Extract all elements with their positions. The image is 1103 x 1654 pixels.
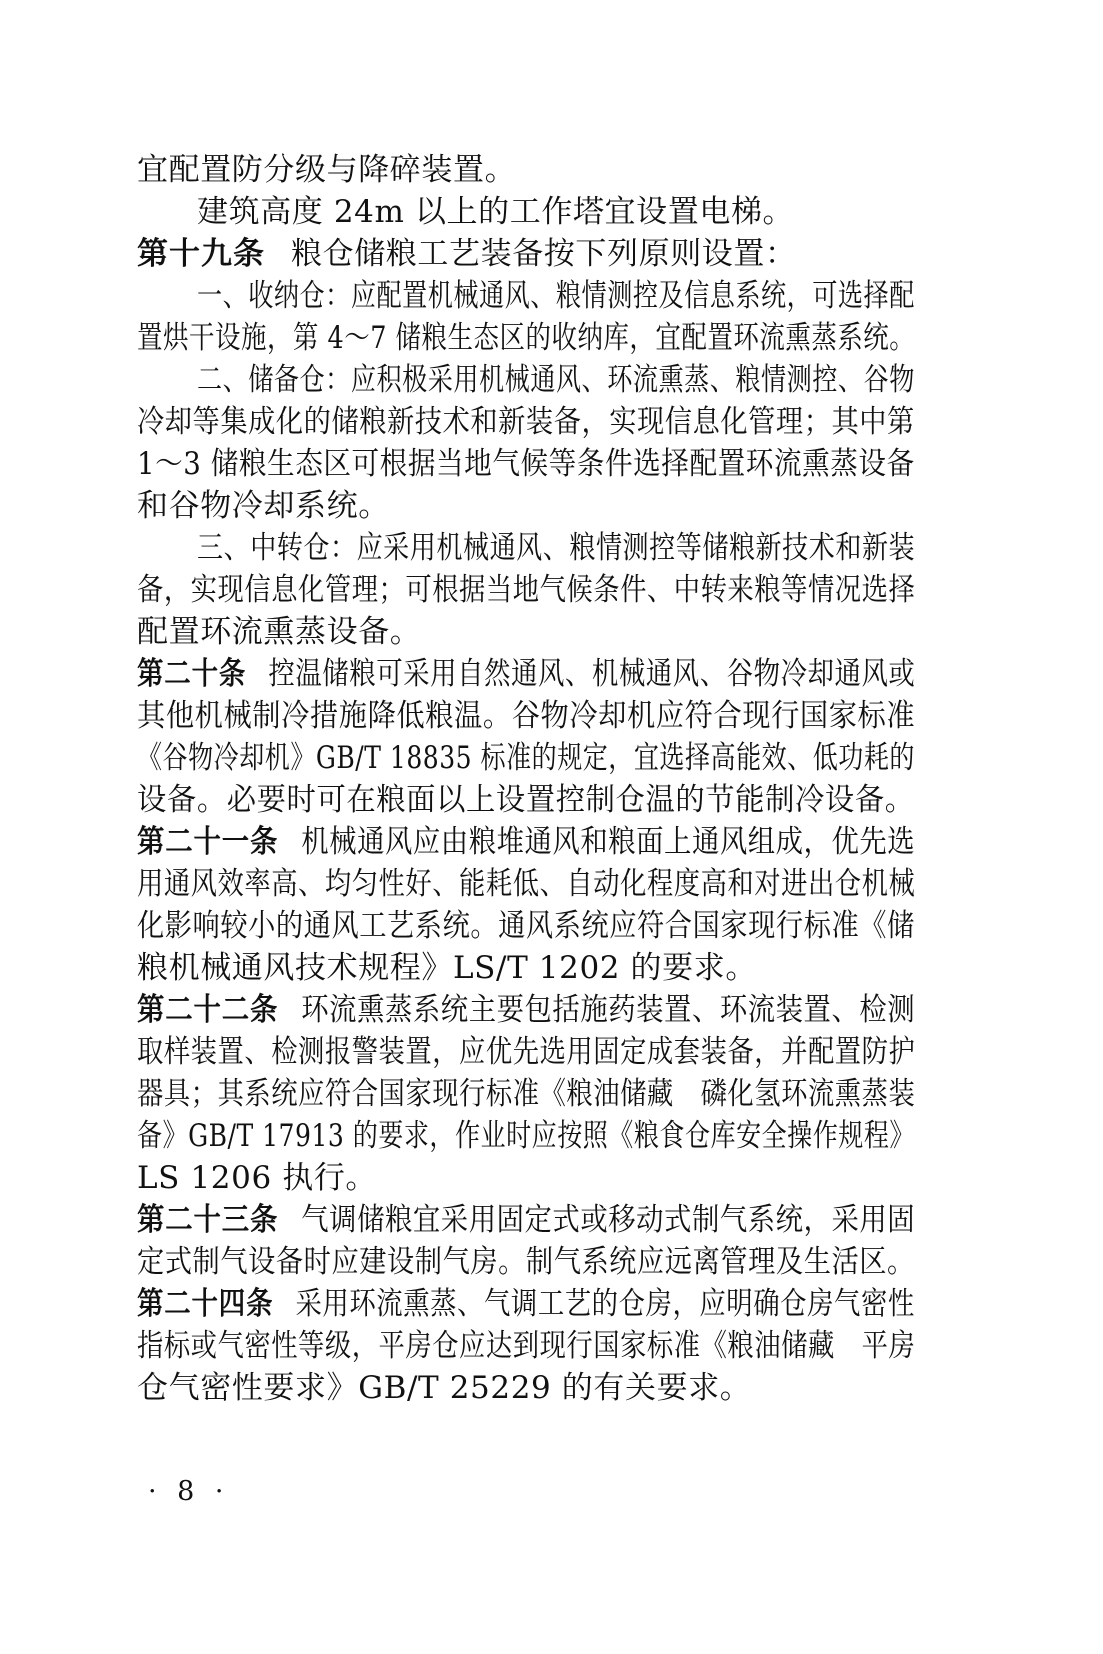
line-text: 其他机械制冷措施降低粮温。谷物冷却机应符合现行国家标准 xyxy=(137,698,916,734)
text-line xyxy=(197,276,915,316)
text-line xyxy=(137,318,915,358)
text-line xyxy=(137,738,915,778)
line-text: 备》GB/T 17913 的要求，作业时应按照《粮食仓库安全操作规程》 xyxy=(137,1118,915,1154)
line-text: 控温储粮可采用自然通风、机械通风、谷物冷却通风或 xyxy=(268,656,916,692)
text-line xyxy=(137,1158,377,1198)
text-line xyxy=(137,1116,915,1156)
text-line xyxy=(137,780,915,820)
article-number: 第二十一条 xyxy=(137,824,279,860)
text-line xyxy=(137,1032,915,1072)
text-line xyxy=(137,1074,915,1114)
text-line xyxy=(137,1368,751,1408)
line-text: 粮仓储粮工艺装备按下列原则设置： xyxy=(291,236,797,272)
line-text: 采用环流熏蒸、气调工艺的仓房，应明确仓房气密性 xyxy=(295,1286,915,1322)
text-line xyxy=(137,612,421,652)
page-number: · 8 · xyxy=(148,1476,230,1507)
text-line xyxy=(137,948,757,988)
line-text: 建筑高度 24m 以上的工作塔宜设置电梯。 xyxy=(197,194,795,230)
line-text: 二、储备仓：应积极采用机械通风、环流熏蒸、粮情测控、谷物 xyxy=(197,362,915,398)
line-text: 粮机械通风技术规程》LS/T 1202 的要求。 xyxy=(137,950,757,986)
text-line xyxy=(137,906,915,946)
text-line xyxy=(137,150,516,190)
line-text: 机械通风应由粮堆通风和粮面上通风组成，优先选 xyxy=(301,824,916,860)
article-heading xyxy=(137,234,797,274)
article-number: 第二十条 xyxy=(137,656,247,692)
text-line xyxy=(197,360,915,400)
line-text: LS 1206 执行。 xyxy=(137,1160,378,1196)
article-heading xyxy=(137,1284,915,1324)
article-heading xyxy=(137,654,915,694)
article-number: 第二十三条 xyxy=(137,1202,279,1238)
article-heading xyxy=(137,822,915,862)
text-line xyxy=(137,486,390,526)
article-heading xyxy=(137,1200,915,1240)
text-line xyxy=(197,528,915,568)
line-text: 用通风效率高、均匀性好、能耗低、自动化程度高和对进出仓机械 xyxy=(137,866,916,902)
line-text: 取样装置、检测报警装置，应优先选用固定成套装备，并配置防护 xyxy=(137,1034,916,1070)
line-text: 三、中转仓：应采用机械通风、粮情测控等储粮新技术和新装 xyxy=(197,530,916,566)
article-number: 第十九条 xyxy=(137,236,265,272)
text-line xyxy=(137,570,915,610)
line-text: 和谷物冷却系统。 xyxy=(137,488,390,524)
text-line xyxy=(137,402,915,442)
line-text: 指标或气密性等级，平房仓应达到现行国家标准《粮油储藏 平房 xyxy=(137,1328,916,1364)
article-number: 第二十四条 xyxy=(137,1286,274,1322)
text-line xyxy=(137,1326,915,1366)
line-text: 1～3 储粮生态区可根据当地气候等条件选择配置环流熏蒸设备 xyxy=(137,446,915,482)
text-line xyxy=(137,864,915,904)
article-number: 第二十二条 xyxy=(137,992,279,1028)
line-text: 《谷物冷却机》GB/T 18835 标准的规定，宜选择高能效、低功耗的 xyxy=(137,740,915,776)
line-text: 环流熏蒸系统主要包括施药装置、环流装置、检测 xyxy=(301,992,916,1028)
line-text: 冷却等集成化的储粮新技术和新装备，实现信息化管理；其中第 xyxy=(137,404,915,440)
text-line xyxy=(137,1242,915,1282)
text-line xyxy=(197,192,794,232)
line-text: 备，实现信息化管理；可根据当地气候条件、中转来粮等情况选择 xyxy=(137,572,916,608)
line-text: 器具；其系统应符合国家现行标准《粮油储藏 磷化氢环流熏蒸装 xyxy=(137,1076,916,1112)
line-text: 定式制气设备时应建设制气房。制气系统应远离管理及生活区。 xyxy=(137,1244,915,1280)
line-text: 置烘干设施，第 4～7 储粮生态区的收纳库，宜配置环流熏蒸系统。 xyxy=(137,320,916,356)
text-line xyxy=(137,444,915,484)
line-text: 仓气密性要求》GB/T 25229 的有关要求。 xyxy=(137,1370,752,1406)
line-text: 气调储粮宜采用固定式或移动式制气系统，采用固 xyxy=(301,1202,916,1238)
line-text: 设备。必要时可在粮面以上设置控制仓温的节能制冷设备。 xyxy=(137,782,915,818)
article-heading xyxy=(137,990,915,1030)
line-text: 化影响较小的通风工艺系统。通风系统应符合国家现行标准《储 xyxy=(137,908,915,944)
line-text: 一、收纳仓：应配置机械通风、粮情测控及信息系统，可选择配 xyxy=(197,278,915,314)
line-text: 配置环流熏蒸设备。 xyxy=(137,614,422,650)
text-line xyxy=(137,696,915,736)
line-text: 宜配置防分级与降碎装置。 xyxy=(137,152,517,188)
